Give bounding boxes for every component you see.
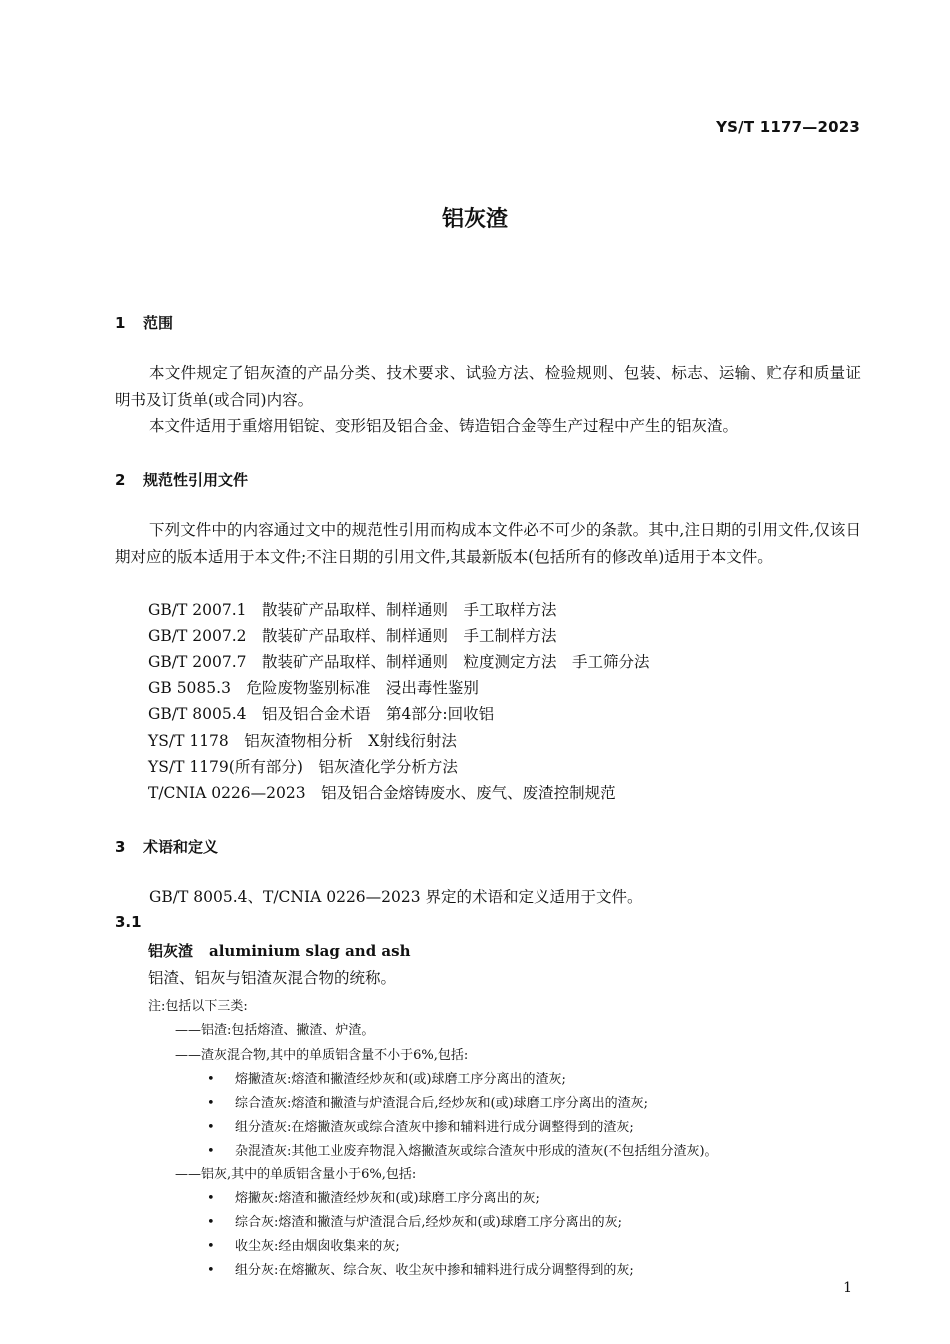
bullet-icon: • <box>207 1215 215 1230</box>
reference-item: GB/T 2007.7 散装矿产品取样、制样通则 粒度测定方法 手工筛分法 <box>148 653 650 671</box>
document-code: YS/T 1177—2023 <box>716 118 860 136</box>
note-item: ——铝灰,其中的单质铝含量小于6%,包括: <box>175 1167 417 1182</box>
section-2-heading <box>115 469 248 490</box>
note-item: ——铝渣:包括熔渣、撇渣、炉渣。 <box>175 1023 375 1038</box>
bullet-text: 综合灰:熔渣和撇渣与炉渣混合后,经炒灰和(或)球磨工序分离出的灰; <box>235 1215 623 1230</box>
bullet-icon: • <box>207 1239 215 1254</box>
section-1-heading <box>115 312 173 333</box>
section-number: 2 <box>115 471 126 489</box>
section-title: 范围 <box>143 314 174 332</box>
bullet-item <box>207 1116 634 1135</box>
paragraph: 本文件规定了铝灰渣的产品分类、技术要求、试验方法、检验规则、包装、标志、运输、贮存和质量证明书及订货单(或合同)内容。 <box>115 364 861 409</box>
term-number: 3.1 <box>115 913 142 931</box>
bullet-text: 杂混渣灰:其他工业废弃物混入熔撇渣灰或综合渣灰中形成的渣灰(不包括组分渣灰)。 <box>235 1144 718 1159</box>
bullet-text: 收尘灰:经由烟囱收集来的灰; <box>235 1239 400 1254</box>
bullet-item <box>207 1068 566 1087</box>
term-chinese: 铝灰渣 <box>148 942 194 960</box>
bullet-icon: • <box>207 1096 215 1111</box>
section-number: 1 <box>115 314 126 332</box>
reference-item: GB/T 2007.1 散装矿产品取样、制样通则 手工取样方法 <box>148 601 557 619</box>
term-heading <box>148 940 411 961</box>
term-english: aluminium slag and ash <box>209 942 411 960</box>
page-title: 铝灰渣 <box>441 207 508 232</box>
bullet-item <box>207 1235 400 1254</box>
reference-item: YS/T 1179(所有部分) 铝灰渣化学分析方法 <box>148 758 458 776</box>
bullet-icon: • <box>207 1263 215 1278</box>
note-label: 注:包括以下三类: <box>148 999 248 1014</box>
section-title: 术语和定义 <box>143 838 219 856</box>
bullet-item <box>207 1259 634 1278</box>
bullet-item <box>207 1092 648 1111</box>
paragraph: 下列文件中的内容通过文中的规范性引用而构成本文件必不可少的条款。其中,注日期的引用文件,仅该日期对应的版本适用于本文件;不注日期的引用文件,其最新版本(包括所有的修改单)适用于本文件。 <box>115 521 861 566</box>
term-definition: 铝渣、铝灰与铝渣灰混合物的统称。 <box>148 969 397 987</box>
bullet-text: 熔撇渣灰:熔渣和撇渣经炒灰和(或)球磨工序分离出的渣灰; <box>235 1072 566 1087</box>
paragraph: GB/T 8005.4、T/CNIA 0226—2023 界定的术语和定义适用于文件。 <box>149 888 643 906</box>
reference-item: GB 5085.3 危险废物鉴别标准 浸出毒性鉴别 <box>148 679 479 697</box>
bullet-text: 组分灰:在熔撇灰、综合灰、收尘灰中掺和辅料进行成分调整得到的灰; <box>235 1263 634 1278</box>
bullet-item <box>207 1187 540 1206</box>
page-number: 1 <box>843 1280 852 1296</box>
section-title: 规范性引用文件 <box>143 471 249 489</box>
reference-item: GB/T 8005.4 铝及铝合金术语 第4部分:回收铝 <box>148 705 495 723</box>
paragraph: 本文件适用于重熔用铝锭、变形铝及铝合金、铸造铝合金等生产过程中产生的铝灰渣。 <box>149 417 739 435</box>
reference-item: YS/T 1178 铝灰渣物相分析 X射线衍射法 <box>148 732 457 750</box>
bullet-icon: • <box>207 1120 215 1135</box>
bullet-text: 熔撇灰:熔渣和撇渣经炒灰和(或)球磨工序分离出的灰; <box>235 1191 540 1206</box>
bullet-icon: • <box>207 1191 215 1206</box>
bullet-text: 组分渣灰:在熔撇渣灰或综合渣灰中掺和辅料进行成分调整得到的渣灰; <box>235 1120 634 1135</box>
reference-item: T/CNIA 0226—2023 铝及铝合金熔铸废水、废气、废渣控制规范 <box>148 784 616 802</box>
bullet-item <box>207 1140 718 1159</box>
bullet-icon: • <box>207 1072 215 1087</box>
section-number: 3 <box>115 838 126 856</box>
section-3-heading <box>115 836 218 857</box>
bullet-item <box>207 1211 622 1230</box>
bullet-icon: • <box>207 1144 215 1159</box>
bullet-text: 综合渣灰:熔渣和撇渣与炉渣混合后,经炒灰和(或)球磨工序分离出的渣灰; <box>235 1096 649 1111</box>
reference-item: GB/T 2007.2 散装矿产品取样、制样通则 手工制样方法 <box>148 627 557 645</box>
note-item: ——渣灰混合物,其中的单质铝含量不小于6%,包括: <box>175 1048 469 1063</box>
